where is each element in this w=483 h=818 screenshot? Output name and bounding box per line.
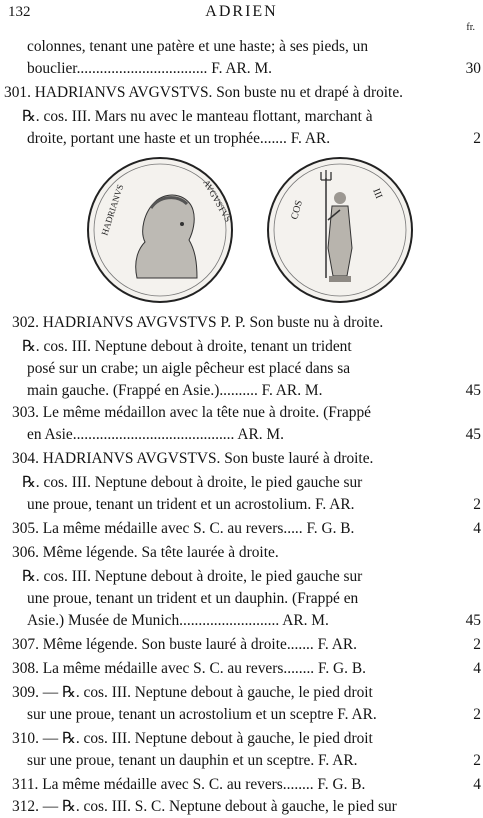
obverse-legend-left: HADRIANVS (99, 183, 126, 237)
catalogue-line: 310. — ℞. cos. III. Neptune debout à gauche, le pied droit (12, 730, 373, 747)
catalogue-line: sur une proue, tenant un acrostolium et un sceptre F. AR. 2 (27, 706, 481, 723)
catalogue-line: ℞. cos. III. Mars nu avec le manteau flottant, marchant à (22, 108, 373, 125)
running-title: ADRIEN (205, 3, 278, 20)
catalogue-line: 303. Le même médaillon avec la tête nue à droite. (Frappé (12, 404, 371, 421)
reverse-legend-left: COS (289, 199, 305, 221)
obverse-legend-right: AVGVSTVS (201, 178, 234, 224)
price-unit-label: fr. (466, 22, 475, 33)
catalogue-line: ℞. cos. III. Neptune debout à droite, le pied gauche sur (22, 568, 363, 585)
catalogue-line: sur une proue, tenant un dauphin et un sceptre. F. AR. 2 (27, 752, 481, 769)
reverse-legend-right: III (370, 187, 385, 201)
page-number: 132 (8, 4, 31, 20)
page-header (0, 2, 483, 24)
catalogue-line: 311. La même médaille avec S. C. au revers........ F. G. B. 4 (12, 776, 481, 793)
catalogue-line: 302. HADRIANVS AVGVSTVS P. P. Son buste nu à droite. (12, 314, 384, 331)
catalogue-line: 301. HADRIANVS AVGVSTVS. Son buste nu et drapé à droite. (4, 84, 403, 101)
catalogue-line: 307. Même légende. Son buste lauré à droite....... F. AR. 2 (12, 636, 481, 653)
catalogue-line: 312. — ℞. cos. III. S. C. Neptune debout à gauche, le pied sur (12, 798, 397, 815)
catalogue-line: une proue, tenant un trident et un dauphin. (Frappé en (27, 590, 359, 607)
catalogue-line: 306. Même légende. Sa tête laurée à droite. (12, 544, 279, 561)
catalogue-line: en Asie.......................................... AR. M. 45 (27, 426, 481, 443)
catalogue-line: 305. La même médaille avec S. C. au revers..... F. G. B. 4 (12, 520, 481, 537)
catalogue-line: droite, portant une haste et un trophée....... F. AR. 2 (27, 130, 481, 147)
obverse-coin (88, 158, 233, 302)
reverse-coin (268, 158, 412, 302)
catalogue-line: 308. La même médaille avec S. C. au revers........ F. G. B. 4 (12, 660, 481, 677)
catalogue-line: 304. HADRIANVS AVGVSTVS. Son buste lauré à droite. (12, 450, 374, 467)
coin-illustration (85, 150, 415, 310)
catalogue-line: ℞. cos. III. Neptune debout à droite, le pied gauche sur (22, 474, 363, 491)
catalogue-line: une proue, tenant un trident et un acrostolium. F. AR. 2 (27, 496, 481, 513)
catalogue-line: ℞. cos. III. Neptune debout à droite, tenant un trident (22, 338, 352, 355)
catalogue-line: 309. — ℞. cos. III. Neptune debout à gauche, le pied droit (12, 684, 373, 701)
catalogue-line: Asie.) Musée de Munich.......................... AR. M. 45 (27, 612, 481, 629)
catalogue-line: colonnes, tenant une patère et une haste; à ses pieds, un (27, 38, 369, 55)
catalogue-line: posé sur un crabe; un aigle pêcheur est placé dans sa (27, 360, 351, 377)
catalogue-line: bouclier.................................. F. AR. M. 30 (27, 60, 481, 77)
catalogue-line: main gauche. (Frappé en Asie.).......... F. AR. M. 45 (27, 382, 481, 399)
